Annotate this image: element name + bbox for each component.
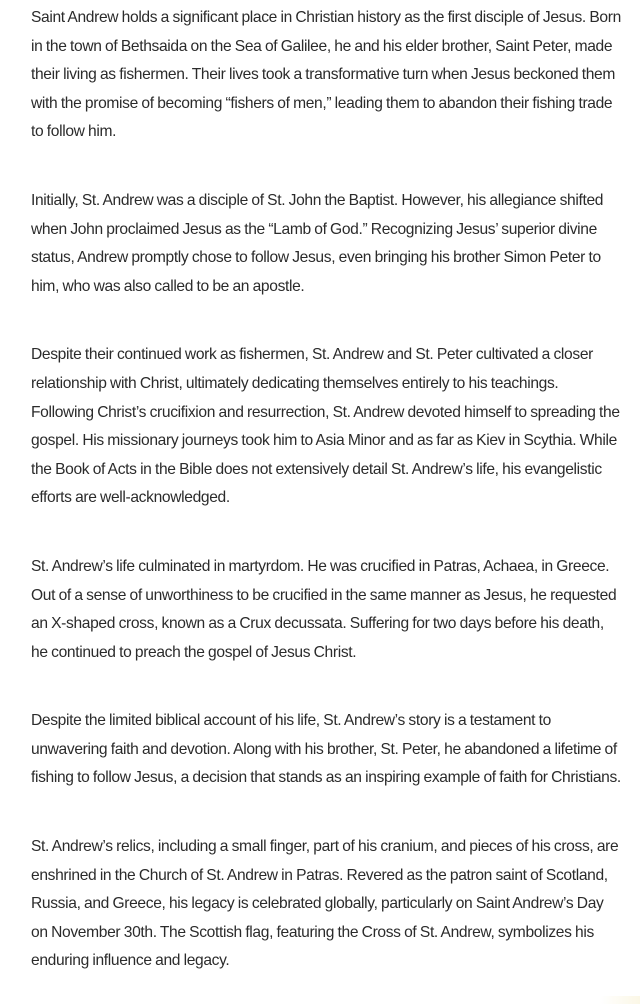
paragraph-missionary-journeys: Despite their continued work as fishermen, St. Andrew and St. Peter cultivated a closer relationship with Christ, ultimately dedicating themselves entirely to his teachings. Following Christ’s crucifixion and resurrection, St. Andrew devoted himself to spreading the gospel. His missionary journeys took him to Asia Minor and as far as Kiev in Scythia. While the Book of Acts in the Bible does not extensively detail St. Andrew’s life, his evangelistic efforts are well-acknowledged. — [31, 346, 620, 507]
article-body — [31, 4, 621, 976]
paragraph-relics-and-legacy: St. Andrew’s relics, including a small finger, part of his cranium, and pieces of his cross, are enshrined in the Church of St. Andrew in Patras. Revered as the patron saint of Scotland, Russia, and Greece, his legacy is celebrated globally, particularly on Saint Andrew’s Day on November 30th. The Scottish flag, featuring the Cross of St. Andrew, symbolizes his enduring influence and legacy. — [31, 838, 619, 970]
paragraph-first-disciple: Saint Andrew holds a significant place in Christian history as the first disciple of Jesus. Born in the town of Bethsaida on the Sea of Galilee, he and his elder brother, Saint Peter, made their living as fishermen. Their lives took a transformative turn when Jesus beckoned them with the promise of becoming “fishers of men,” leading them to abandon their fishing trade to follow him. — [31, 9, 621, 141]
paragraph-martyrdom: St. Andrew’s life culminated in martyrdom. He was crucified in Patras, Achaea, in Greece. Out of a sense of unworthiness to be crucified in the same manner as Jesus, he requested an X-shaped cross, known as a Crux decussata. Suffering for two days before his death, he continued to preach the gospel of Jesus Christ. — [31, 557, 617, 661]
paragraph-john-the-baptist: Initially, St. Andrew was a disciple of St. John the Baptist. However, his allegiance shifted when John proclaimed Jesus as the “Lamb of God.” Recognizing Jesus’ superior divine status, Andrew promptly chose to follow Jesus, even bringing his brother Simon Peter to him, who was also called to be an apostle. — [31, 191, 604, 295]
paragraph-testament-of-faith: Despite the limited biblical account of his life, St. Andrew’s story is a testament to unwavering faith and devotion. Along with his brother, St. Peter, he abandoned a lifetime of fishing to follow Jesus, a decision that stands as an inspiring example of faith for Christians. — [31, 712, 621, 787]
corner-decoration — [600, 996, 640, 1004]
